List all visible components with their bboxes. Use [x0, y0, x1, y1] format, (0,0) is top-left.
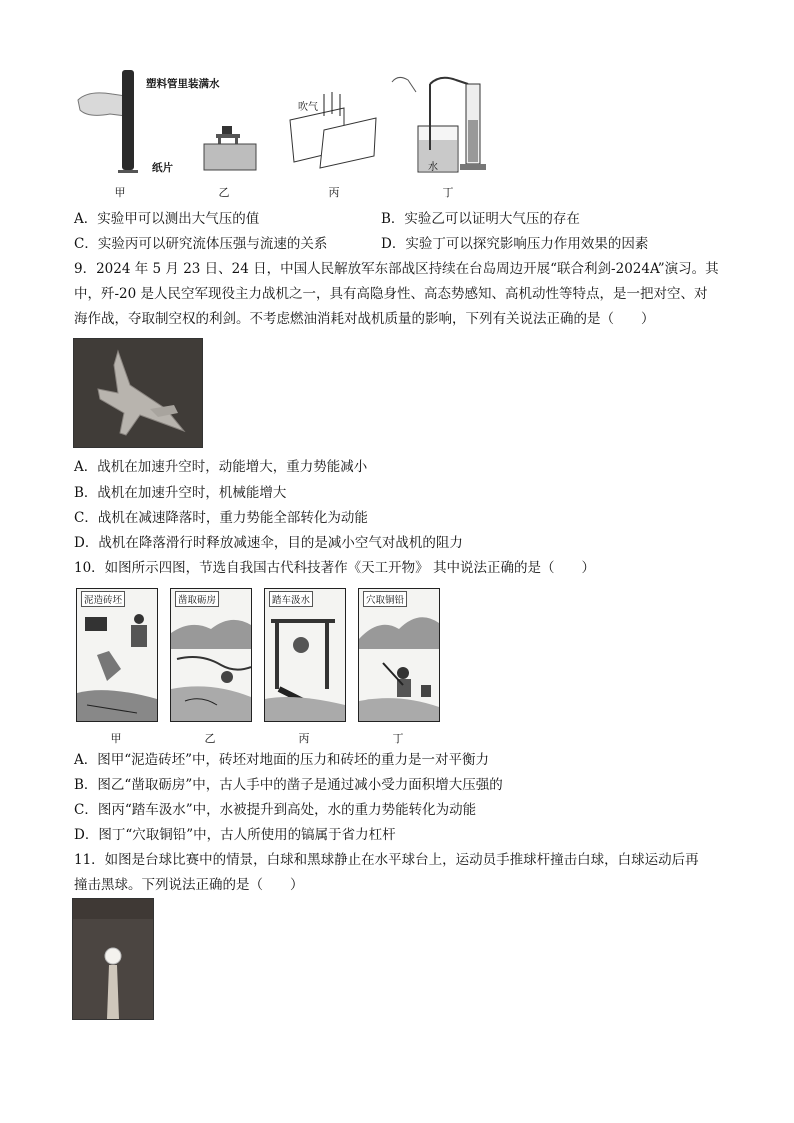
q10-caption-jia: 甲 [110, 732, 122, 745]
q8-caption-bing: 丙 [328, 186, 340, 199]
panel-title-ding: 穴取铜铅 [363, 591, 407, 607]
q10-option-d: D．图丁“穴取铜铅”中，古人所使用的镐属于省力杠杆 [74, 827, 396, 843]
q11-stem-line-1: 11．如图是台球比赛中的情景，白球和黑球静止在水平球台上，运动员手推球杆撞击白球，白球运动后再 [74, 852, 699, 868]
pressure-gauge-experiment-illustration [386, 70, 496, 180]
q9-stem-line-2: 中，歼-20 是人民空军现役主力战机之一，具有高隐身性、高态势感知、高机动性等特点，是一把对空、对 [74, 286, 708, 302]
treadle-water-wheel-illustration [265, 589, 345, 721]
q10-option-c: C．图丙“踏车汲水”中，水被提升到高处，水的重力势能转化为动能 [74, 802, 477, 818]
water-label: 水 [428, 162, 438, 173]
q8-option-a: A．实验甲可以测出大气压的值 [74, 211, 260, 227]
chisel-oyster-illustration [171, 589, 251, 721]
q8-caption-ding: 丁 [442, 186, 454, 199]
q9-stem-line-3: 海作战，夺取制空权的利剑。不考虑燃油消耗对战机质量的影响，下列有关说法正确的是（ ） [74, 311, 655, 327]
tiangong-panel-jia [76, 588, 158, 722]
panel-title-jia: 泥造砖坯 [81, 591, 125, 607]
q8-option-b: B．实验乙可以证明大气压的存在 [381, 211, 580, 227]
q8-caption-jia: 甲 [114, 186, 126, 199]
tiangong-panel-yi [170, 588, 252, 722]
q8-figure-ding [386, 70, 496, 180]
q9-option-b: B．战机在加速升空时，机械能增大 [74, 485, 287, 501]
billiard-cue-and-ball-icon [73, 899, 153, 1019]
q10-caption-ding: 丁 [392, 732, 404, 745]
mining-copper-illustration [359, 589, 439, 721]
q9-option-d: D．战机在降落滑行时释放减速伞，目的是减小空气对战机的阻力 [74, 535, 463, 551]
q10-caption-yi: 乙 [204, 732, 216, 745]
fighter-jet-icon [74, 339, 202, 447]
q8-caption-yi: 乙 [218, 186, 230, 199]
weight-on-table-illustration [200, 122, 260, 172]
q10-option-a: A．图甲“泥造砖坯”中，砖坯对地面的压力和砖坯的重力是一对平衡力 [74, 752, 490, 768]
q10-caption-bing: 丙 [298, 732, 310, 745]
blow-label: 吹气 [298, 102, 318, 113]
fighter-jet-photo [73, 338, 203, 448]
tiangong-panel-bing [264, 588, 346, 722]
q8-option-c: C．实验丙可以研究流体压强与流速的关系 [74, 236, 328, 252]
panel-title-yi: 凿取砺房 [175, 591, 219, 607]
paper-label: 纸片 [152, 162, 173, 174]
billiards-photo [72, 898, 154, 1020]
q9-stem-line-1: 9．2024 年 5 月 23 日、24 日，中国人民解放军东部战区持续在台岛周边开展“联合利剑-2024A”演习。其 [74, 261, 719, 277]
q9-option-a: A．战机在加速升空时，动能增大，重力势能减小 [74, 459, 368, 475]
q11-stem-line-2: 撞击黑球。下列说法正确的是（ ） [74, 877, 304, 893]
q8-option-d: D．实验丁可以探究影响压力作用效果的因素 [381, 236, 649, 252]
q10-option-b: B．图乙“凿取砺房”中，古人手中的凿子是通过减小受力面积增大压强的 [74, 777, 503, 793]
q10-stem: 10．如图所示四图，节选自我国古代科技著作《天工开物》 其中说法正确的是（ ） [74, 560, 595, 576]
tiangong-panel-ding [358, 588, 440, 722]
brick-making-illustration [77, 589, 157, 721]
q8-figure-yi [200, 122, 260, 172]
panel-title-bing: 踏车汲水 [269, 591, 313, 607]
q9-option-c: C．战机在减速降落时，重力势能全部转化为动能 [74, 510, 368, 526]
tube-label: 塑料管里装满水 [146, 78, 220, 90]
